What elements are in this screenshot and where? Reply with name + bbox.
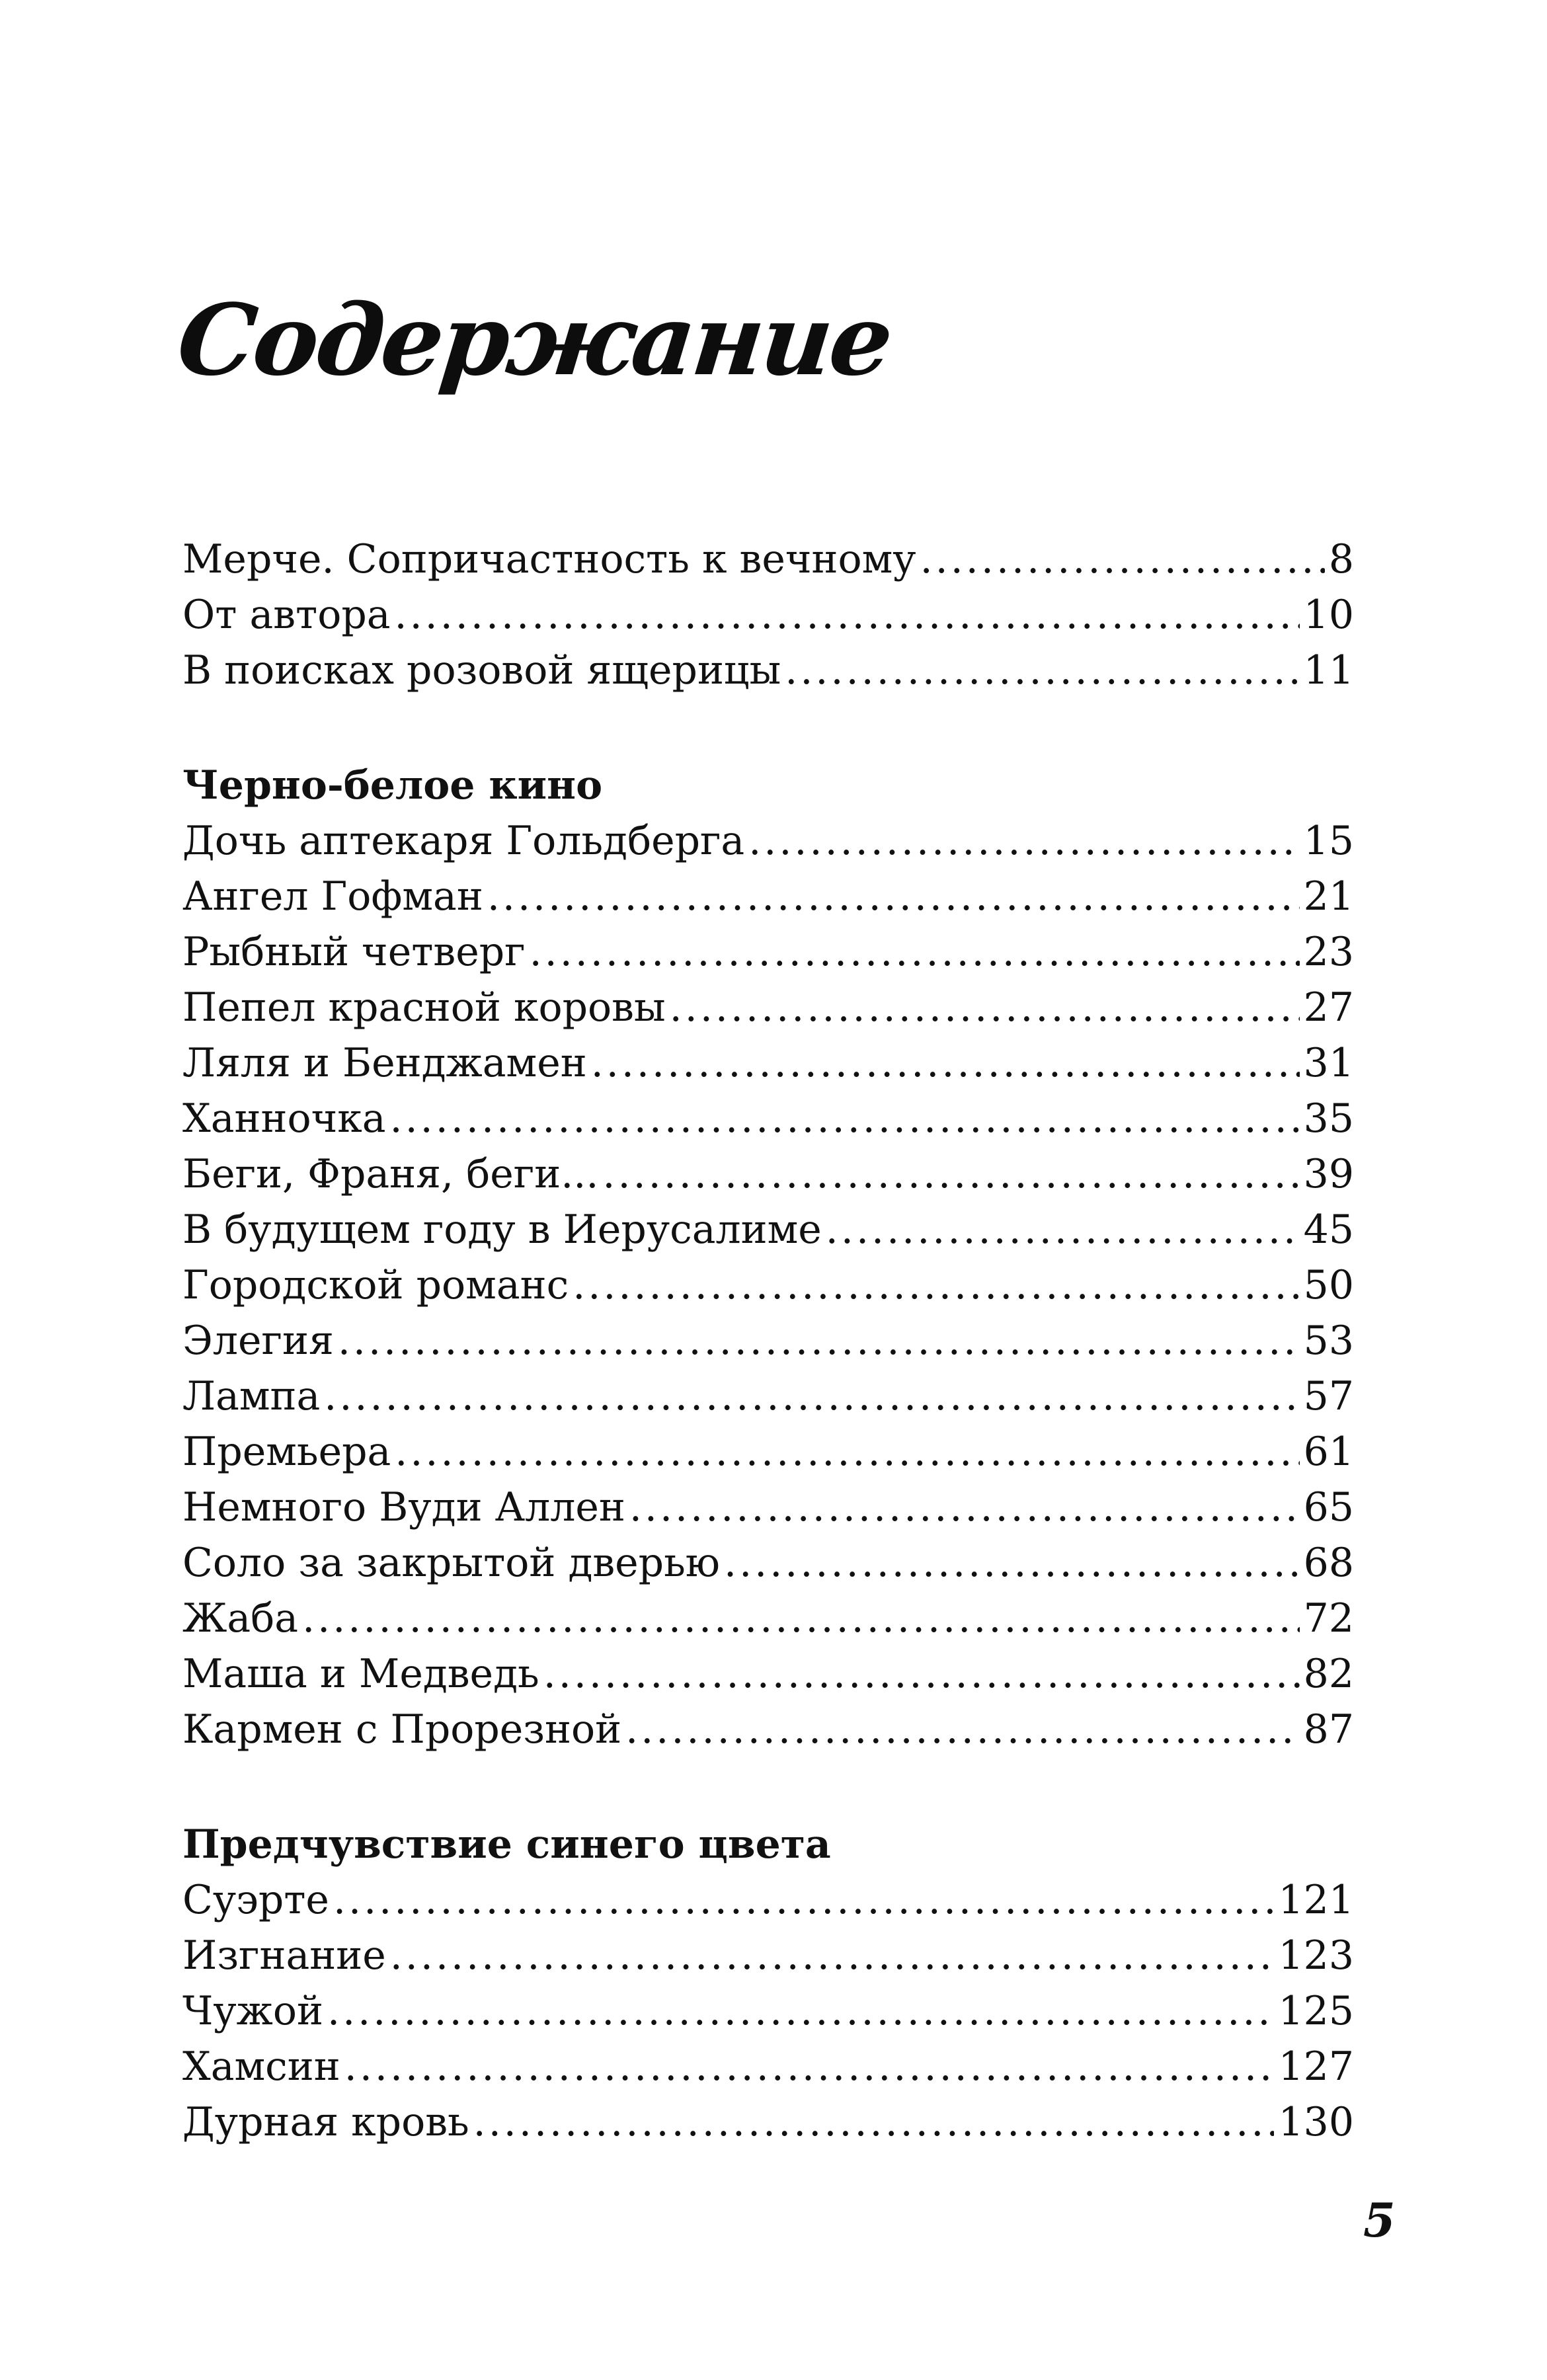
dot-leader (530, 924, 1300, 980)
toc-entry-page: 15 (1303, 818, 1354, 864)
toc-entry (182, 1928, 1354, 1983)
dot-leader (395, 1424, 1299, 1480)
dot-leader (390, 1091, 1300, 1146)
toc-entry (182, 532, 1354, 587)
toc-entry-page: 10 (1303, 592, 1354, 638)
toc-entry (182, 1313, 1354, 1368)
toc-entry-page: 130 (1278, 2099, 1354, 2145)
toc-entry-title: Ляля и Бенджамен (182, 1040, 587, 1086)
toc-entry-title: Элегия (182, 1318, 334, 1364)
toc-entry-page: 87 (1303, 1706, 1354, 1753)
section-heading: Черно-белое кино (182, 762, 603, 809)
toc-entry (182, 1035, 1354, 1091)
toc-entry-title: Дурная кровь (182, 2099, 469, 2145)
section-gap (182, 698, 1354, 758)
dot-leader (395, 587, 1300, 643)
toc-entry (182, 1480, 1354, 1535)
toc-entry-page: 127 (1278, 2043, 1354, 2090)
toc-entry (182, 980, 1354, 1035)
dot-leader (573, 1257, 1299, 1313)
toc-entry-title: Беги, Франя, беги... (182, 1151, 599, 1197)
toc-entry-title: Кармен с Прорезной (182, 1706, 622, 1753)
toc-entry (182, 1257, 1354, 1313)
toc-entry-title: Суэрте (182, 1877, 329, 1923)
toc-entry-page: 39 (1303, 1151, 1354, 1197)
toc-entry-page: 61 (1303, 1429, 1354, 1475)
table-of-contents (182, 532, 1354, 2150)
toc-entry-title: Чужой (182, 1988, 323, 2034)
toc-entry-page: 31 (1303, 1040, 1354, 1086)
toc-entry-page: 125 (1278, 1988, 1354, 2034)
toc-entry-page: 27 (1303, 984, 1354, 1031)
toc-entry-title: Лампа (182, 1373, 321, 1419)
toc-entry (182, 924, 1354, 980)
toc-entry-page: 53 (1303, 1318, 1354, 1364)
toc-entry-page: 50 (1303, 1262, 1354, 1308)
dot-leader (543, 1646, 1300, 1702)
dot-leader (920, 532, 1325, 587)
toc-entry-page: 8 (1328, 536, 1354, 582)
toc-entry (182, 2039, 1354, 2094)
toc-entry-page: 121 (1278, 1877, 1354, 1923)
toc-entry-page: 68 (1303, 1540, 1354, 1586)
dot-leader (591, 1035, 1300, 1091)
toc-entry-title: Мерче. Сопричастность к вечному (182, 536, 916, 582)
toc-entry-title: Дочь аптекаря Гольдберга (182, 818, 745, 864)
toc-entry-title: Хамсин (182, 2043, 340, 2090)
toc-entry (182, 1983, 1354, 2039)
dot-leader (826, 1202, 1300, 1257)
toc-entry (182, 1702, 1354, 1757)
dot-leader (390, 1928, 1275, 1983)
section-blue-premonition (182, 1817, 1354, 2150)
toc-entry (182, 1202, 1354, 1257)
toc-entry-title: Ханночка (182, 1095, 386, 1142)
toc-entry (182, 587, 1354, 643)
toc-entry (182, 2094, 1354, 2150)
toc-entry-title: От автора (182, 592, 391, 638)
toc-entry-page: 11 (1303, 647, 1354, 694)
page-number: 5 (1363, 2193, 1396, 2248)
toc-entry-page: 21 (1303, 873, 1354, 920)
dot-leader (785, 643, 1299, 698)
toc-entry (182, 1535, 1354, 1591)
intro-list (182, 532, 1354, 698)
dot-leader (327, 1983, 1274, 2039)
dot-leader (602, 1146, 1299, 1202)
dot-leader (629, 1480, 1300, 1535)
toc-entry-page: 82 (1303, 1651, 1354, 1697)
toc-entry-title: Пепел красной коровы (182, 984, 666, 1031)
toc-entry (182, 813, 1354, 869)
toc-entry-page: 123 (1278, 1932, 1354, 1979)
toc-entry-title: Немного Вуди Аллен (182, 1484, 625, 1530)
toc-entry (182, 1146, 1354, 1202)
dot-leader (473, 2094, 1275, 2150)
toc-entry (182, 1368, 1354, 1424)
dot-leader (338, 1313, 1300, 1368)
dot-leader (344, 2039, 1275, 2094)
toc-entry-title: Рыбный четверг (182, 929, 526, 975)
toc-entry (182, 1872, 1354, 1928)
toc-entry (182, 643, 1354, 698)
toc-entry (182, 1591, 1354, 1646)
page-title: Содержание (172, 282, 896, 397)
toc-entry-page: 35 (1303, 1095, 1354, 1142)
toc-entry-title: Ангел Гофман (182, 873, 483, 920)
dot-leader (324, 1368, 1299, 1424)
section-black-white-cinema (182, 758, 1354, 1757)
dot-leader (748, 813, 1299, 869)
dot-leader (302, 1591, 1300, 1646)
dot-leader (487, 869, 1300, 924)
toc-entry (182, 1646, 1354, 1702)
toc-entry-title: Соло за закрытой дверью (182, 1540, 720, 1586)
toc-entry (182, 1091, 1354, 1146)
toc-entry-title: Маша и Медведь (182, 1651, 539, 1697)
toc-entry-title: В поисках розовой ящерицы (182, 647, 781, 694)
dot-leader (724, 1535, 1300, 1591)
toc-entry-title: Премьера (182, 1429, 391, 1475)
dot-leader (670, 980, 1300, 1035)
section-heading: Предчувствие синего цвета (182, 1821, 831, 1868)
toc-entry (182, 1424, 1354, 1480)
toc-entry-page: 72 (1303, 1595, 1354, 1642)
toc-entry-page: 45 (1303, 1207, 1354, 1253)
toc-entry-title: Городской романс (182, 1262, 569, 1308)
toc-entry-title: В будущем году в Иерусалиме (182, 1207, 822, 1253)
toc-entry-title: Изгнание (182, 1932, 386, 1979)
toc-entry (182, 869, 1354, 924)
toc-entry-page: 65 (1303, 1484, 1354, 1530)
section-gap (182, 1757, 1354, 1817)
toc-entry-page: 57 (1303, 1373, 1354, 1419)
dot-leader (333, 1872, 1275, 1928)
toc-entry-title: Жаба (182, 1595, 299, 1642)
toc-entry-page: 23 (1303, 929, 1354, 975)
dot-leader (625, 1702, 1300, 1757)
